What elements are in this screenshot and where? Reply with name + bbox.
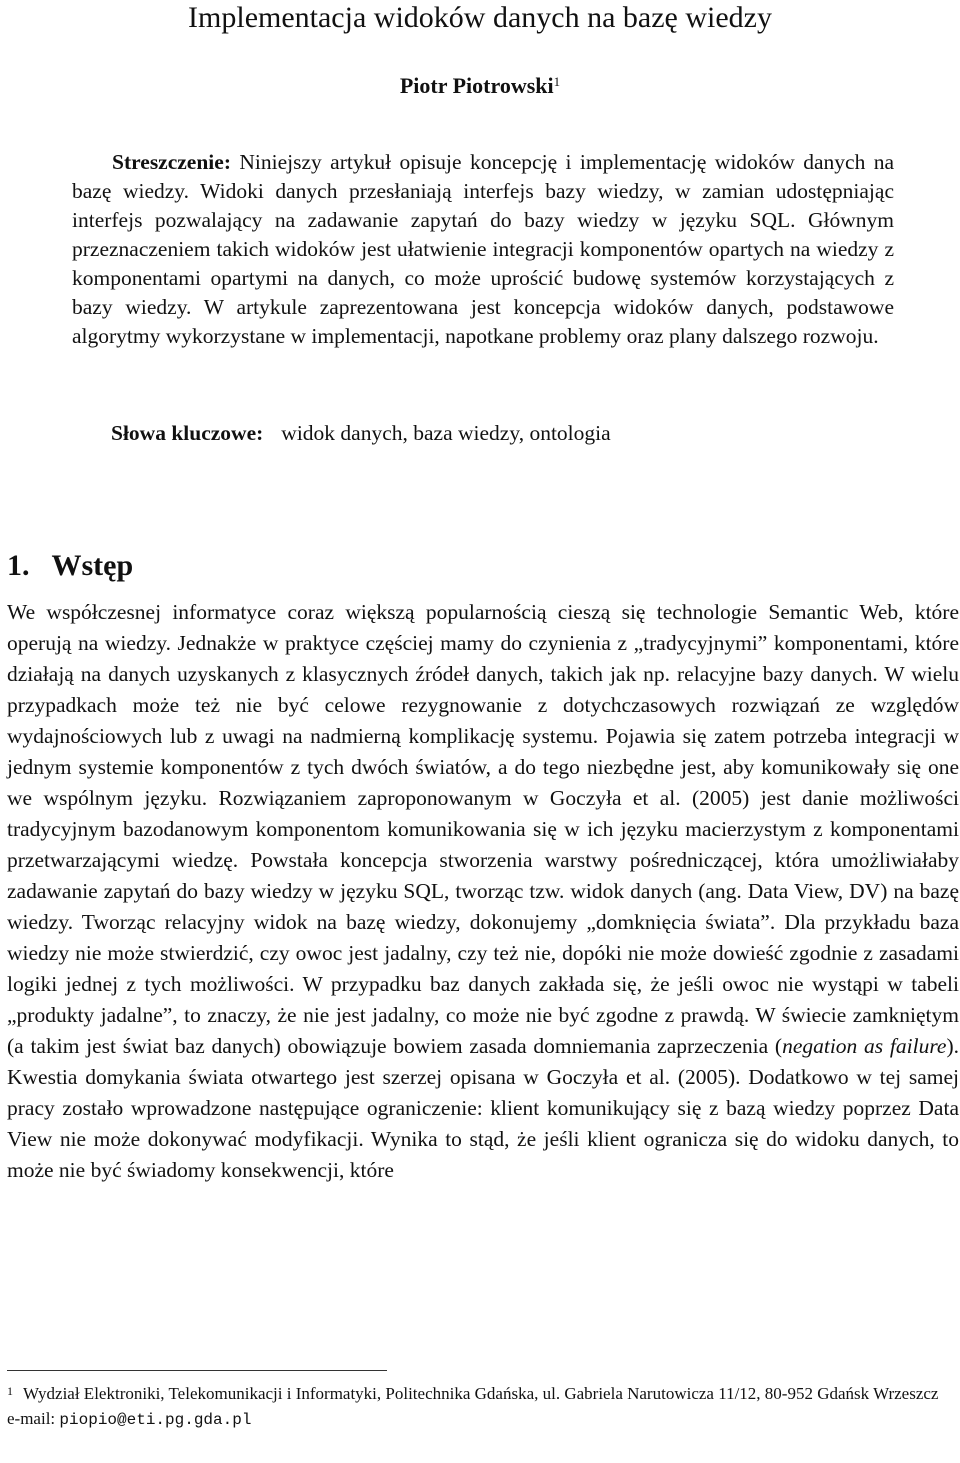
email-address: piopio@eti.pg.gda.pl — [59, 1411, 252, 1429]
body-text-part2: ). Kwestia domykania świata otwartego jest szerzej opisana w Goczyła et al. (2005). Dodatkowo w tej samej pracy zostało wprowadzone następujące ograniczenie: klient komunikujący się z bazą wiedzy poprzez Data View nie może dokonywać modyfikacji. Wynika to stąd, że jeśli klient ogranicza się do widoku danych, to może nie być świadomy konsekwencji, które — [7, 1034, 959, 1182]
paper-title: Implementacja widoków danych na bazę wiedzy — [188, 1, 772, 34]
body-text-italic: negation as failure — [782, 1034, 947, 1058]
abstract-text: Niniejszy artykuł opisuje koncepcję i implementację widoków danych na bazę wiedzy. Widoki danych przesłaniają interfejs bazy wiedzy, w zamian udostępniając interfejs pozwalający na zadawanie zapytań do bazy wiedzy w języku SQL. Głównym przeznaczeniem takich widoków jest ułatwienie integracji komponentów opartych na wiedzy z komponentami opartymi na danych, co może uprościć budowę systemów korzystających z bazy wiedzy. W artykule zaprezentowana jest koncepcja widoków danych, podstawowe algorytmy wykorzystane w implementacji, napotkane problemy oraz plany dalszego rozwoju. — [72, 150, 894, 348]
section-title: Wstęp — [51, 549, 134, 582]
body-text-part1: We współczesnej informatyce coraz większą popularnością cieszą się technologie Semantic Web, które operują na wiedzy. Jednakże w praktyce częściej mamy do czynienia z „tradycyjnymi” komponentami, które działają na danych uzyskanych z klasycznych źródeł danych, takich jak np. relacyjne bazy danych. W wielu przypadkach może też nie być celowe rezygnowanie z dotychczasowych rozwiązań ze względów wydajnościowych lub z uwagi na nadmierną komplikację systemu. Pojawia się zatem potrzeba integracji w jednym systemie komponentów z tych dwóch światów, a do tego niezbędne jest, aby komunikowały się one we wspólnym języku. Rozwiązaniem zaproponowanym w Goczyła et al. (2005) jest danie możliwości tradycyjnym bazodanowym komponentom komunikowania się w ich języku macierzystym z komponentami przetwarzającymi wiedzę. Powstała koncepcja stworzenia warstwy pośredniczącej, która umożliwiałaby zadawanie zapytań do bazy wiedzy w języku SQL, tworząc tzw. widok danych (ang. Data View, DV) na bazę wiedzy. Tworząc relacyjny widok na bazę wiedzy, dokonujemy „domknięcia świata”. Dla przykładu baza wiedzy nie może stwierdzić, czy owoc jest jadalny, czy też nie, dopóki nie może dowieść zgodnie z zasadami logiki jednej z tych możliwości. W przypadku baz danych zakłada się, że jeśli owoc nie wystąpi w tabeli „produkty jadalne”, to znaczy, że nie jest jadalny, co może nie być zgodne z prawdą. W świecie zamkniętym (a takim jest świat baz danych) obowiązuje bowiem zasada domniemania zaprzeczenia ( — [7, 600, 959, 1058]
author-line — [0, 71, 960, 101]
section-heading — [7, 546, 133, 586]
footnote-email-row — [7, 1406, 959, 1433]
keywords-value: widok danych, baza wiedzy, ontologia — [281, 421, 611, 445]
keywords — [111, 419, 894, 448]
footnote-text: Wydział Elektroniki, Telekomunikacji i Informatyki, Politechnika Gdańska, ul. Gabriela Narutowicza 11/12, 80-952 Gdańsk Wrzeszcz — [23, 1384, 939, 1403]
keywords-label: Słowa kluczowe: — [111, 421, 264, 445]
section-body — [7, 597, 959, 1186]
email-label: e-mail: — [7, 1409, 56, 1428]
footnote-divider — [7, 1370, 387, 1371]
abstract — [72, 148, 894, 351]
author-footnote-mark: 1 — [553, 74, 561, 89]
abstract-label: Streszczenie: — [112, 150, 231, 174]
footnote — [7, 1381, 959, 1433]
section-number: 1. — [7, 549, 30, 582]
footnote-marker: 1 — [7, 1384, 13, 1398]
author-name: Piotr Piotrowski — [399, 73, 554, 98]
